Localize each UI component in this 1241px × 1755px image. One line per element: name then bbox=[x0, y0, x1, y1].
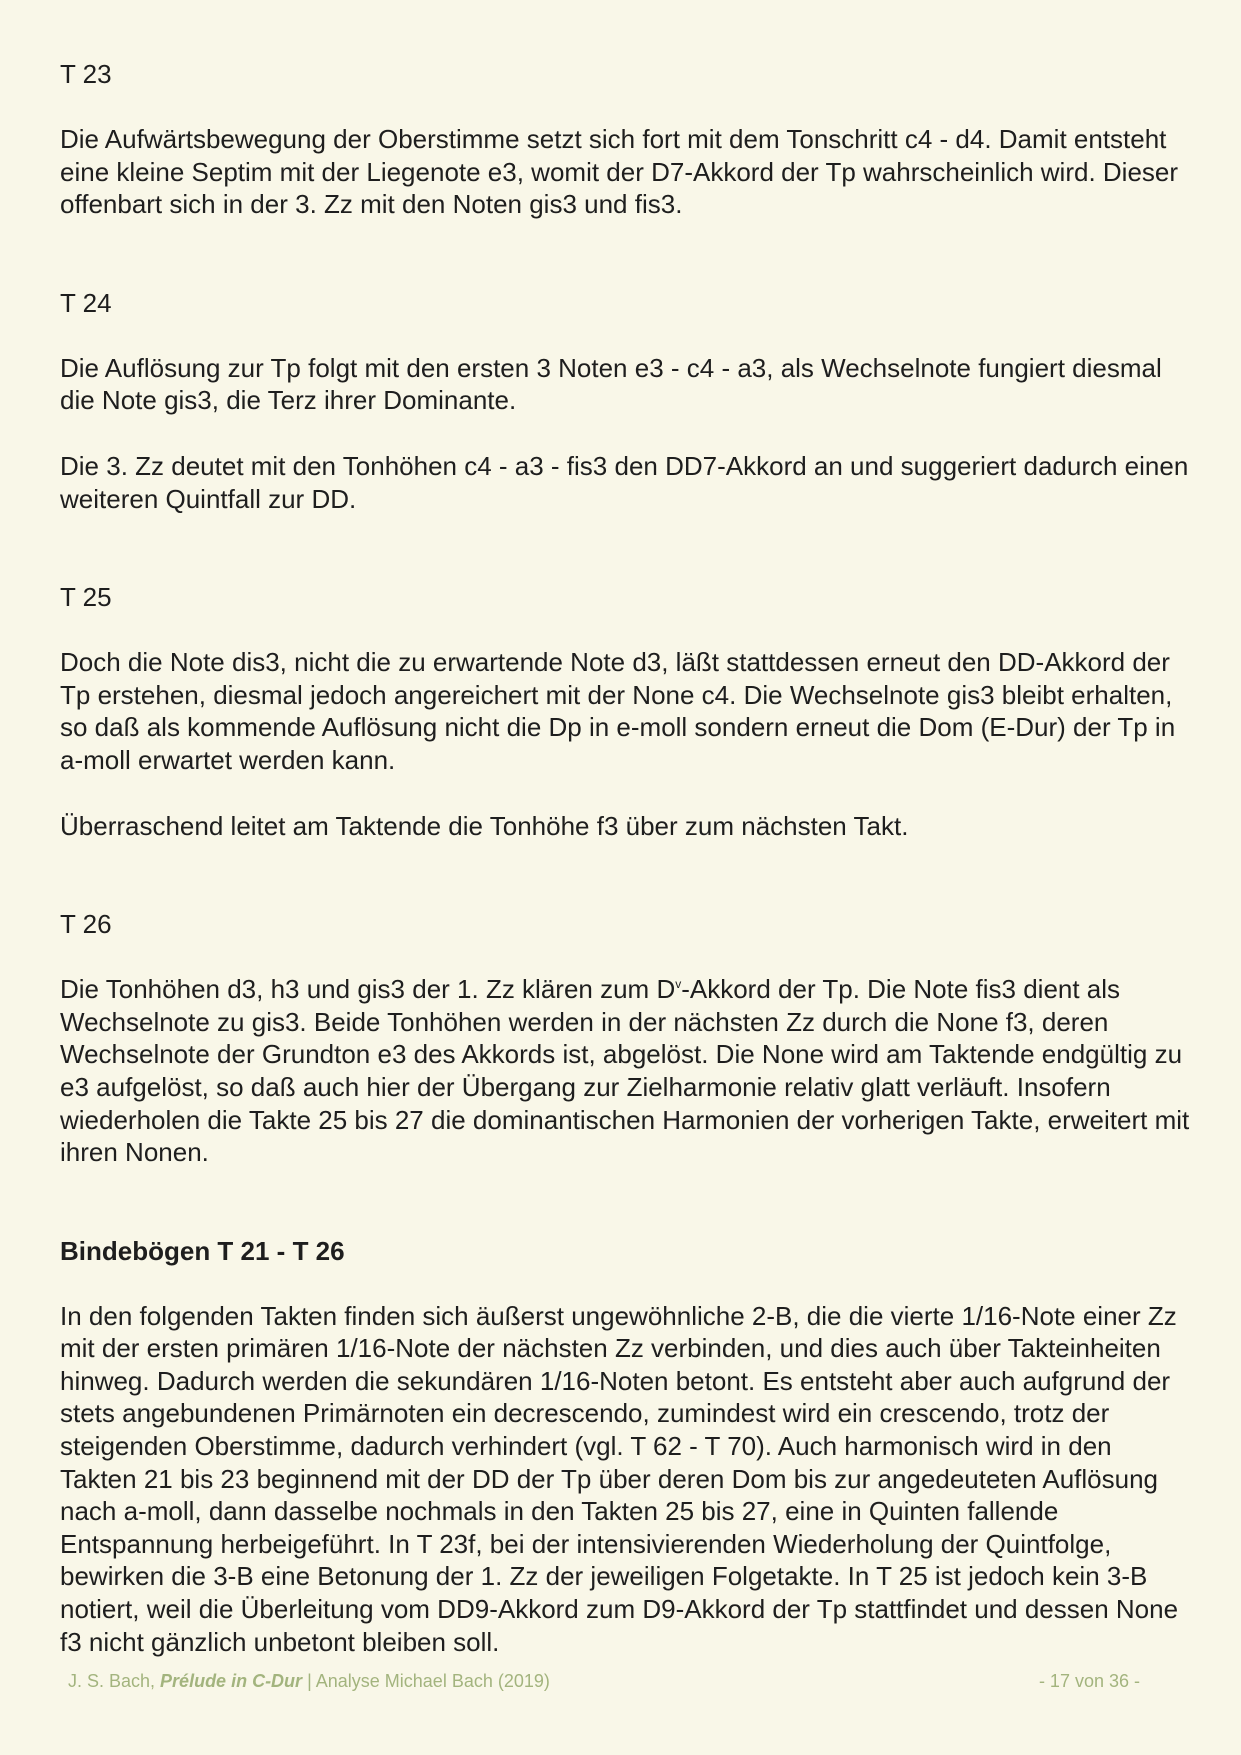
heading-t24: T 24 bbox=[60, 287, 112, 318]
paragraph-bindeboegen: In den folgenden Takten finden sich äußerst ungewöhnliche 2-B, die die vierte 1/16-Note einer Zz mit der ersten primären 1/16-Note der nächsten Zz verbinden, und dies auch über Takteinheiten hinweg. Dadurch werden die sekundären 1/16-Noten betont. Es entsteht aber auch aufgrund der stets angebundenen Primärnoten ein decrescendo, zumindest wird ein crescendo, trotz der steigenden Oberstimme, dadurch verhindert (vgl. T 62 - T 70). Auch harmonisch wird in den Takten 21 bis 23 beginnend mit der DD der Tp über deren Dom bis zur angedeuteten Auflösung nach a-moll, dann dasselbe nochmals in den Takten 25 bis 27, eine in Quinten fallende Entspannung herbeigeführt. In T 23f, bei der intensivierenden Wiederholung der Quintfolge, bewirken die 3-B eine Betonung der 1. Zz der jeweiligen Folgetakte. In T 25 ist jedoch kein 3-B notiert, weil die Überleitung vom DD9-Akkord zum D9-Akkord der Tp stattfindet und dessen None f3 nicht gänzlich unbetont bleiben soll. bbox=[60, 1300, 1179, 1657]
heading-t25: T 25 bbox=[60, 582, 112, 613]
footer-citation bbox=[68, 1670, 550, 1692]
footer-separator: | bbox=[302, 1671, 316, 1691]
heading-t26: T 26 bbox=[60, 909, 112, 940]
paragraph-t24-1: Die Auflösung zur Tp folgt mit den ersten 3 Noten e3 - c4 - a3, als Wechselnote fungiert diesmal die Note gis3, die Terz ihrer Dominante. bbox=[60, 352, 1162, 416]
page-content bbox=[60, 58, 1190, 1658]
paragraph-t23: Die Aufwärtsbewegung der Oberstimme setzt sich fort mit dem Tonschritt c4 - d4. Damit entsteht eine kleine Septim mit der Liegenote e3, womit der D7-Akkord der Tp wahrscheinlich wird. Dieser offenbart sich in der 3. Zz mit den Noten gis3 und fis3. bbox=[60, 124, 1179, 220]
heading-t23: T 23 bbox=[60, 59, 112, 89]
paragraph-t25-1: Doch die Note dis3, nicht die zu erwartende Note d3, läßt stattdessen erneut den DD-Akkord der Tp erstehen, diesmal jedoch angereichert mit der None c4. Die Wechselnote gis3 bleibt erhalten, so daß als kommende Auflösung nicht die Dp in e-moll sondern erneut die Dom (E-Dur) der Tp in a-moll erwartet werden kann. bbox=[60, 647, 1176, 775]
paragraph-t26 bbox=[60, 973, 1190, 1169]
paragraph-t24-2: Die 3. Zz deutet mit den Tonhöhen c4 - a3 - fis3 den DD7-Akkord an und suggeriert dadurch einen weiteren Quintfall zur DD. bbox=[60, 450, 1189, 514]
paragraph-t26-part-a: Die Tonhöhen d3, h3 und gis3 der 1. Zz klären zum D bbox=[60, 974, 676, 1005]
footer-work-title: Prélude in C-Dur bbox=[160, 1671, 303, 1691]
section-title-bindeboegen: Bindebögen T 21 - T 26 bbox=[60, 1235, 345, 1266]
footer-author: J. S. Bach, bbox=[68, 1671, 161, 1691]
page-number: - 17 von 36 - bbox=[1038, 1671, 1140, 1691]
footer-analysis: Analyse Michael Bach (2019) bbox=[315, 1671, 550, 1691]
paragraph-t26-part-b: -Akkord der Tp. Die Note fis3 dient als Wechselnote zu gis3. Beide Tonhöhen werden in der nächsten Zz durch die None f3, deren Wechselnote der Grundton e3 des Akkords ist, abgelöst. Die None wird am Taktende endgültig zu e3 aufgelöst, so daß auch hier der Übergang zur Zielharmonie relativ glatt verläuft. Insofern wiederholen die Takte 25 bis 27 die dominantischen Harmonien der vorherigen Takte, erweitert mit ihren Nonen. bbox=[60, 974, 1190, 1168]
paragraph-t25-2: Überraschend leitet am Taktende die Tonhöhe f3 über zum nächsten Takt. bbox=[60, 810, 909, 841]
superscript-v: v bbox=[675, 977, 682, 992]
